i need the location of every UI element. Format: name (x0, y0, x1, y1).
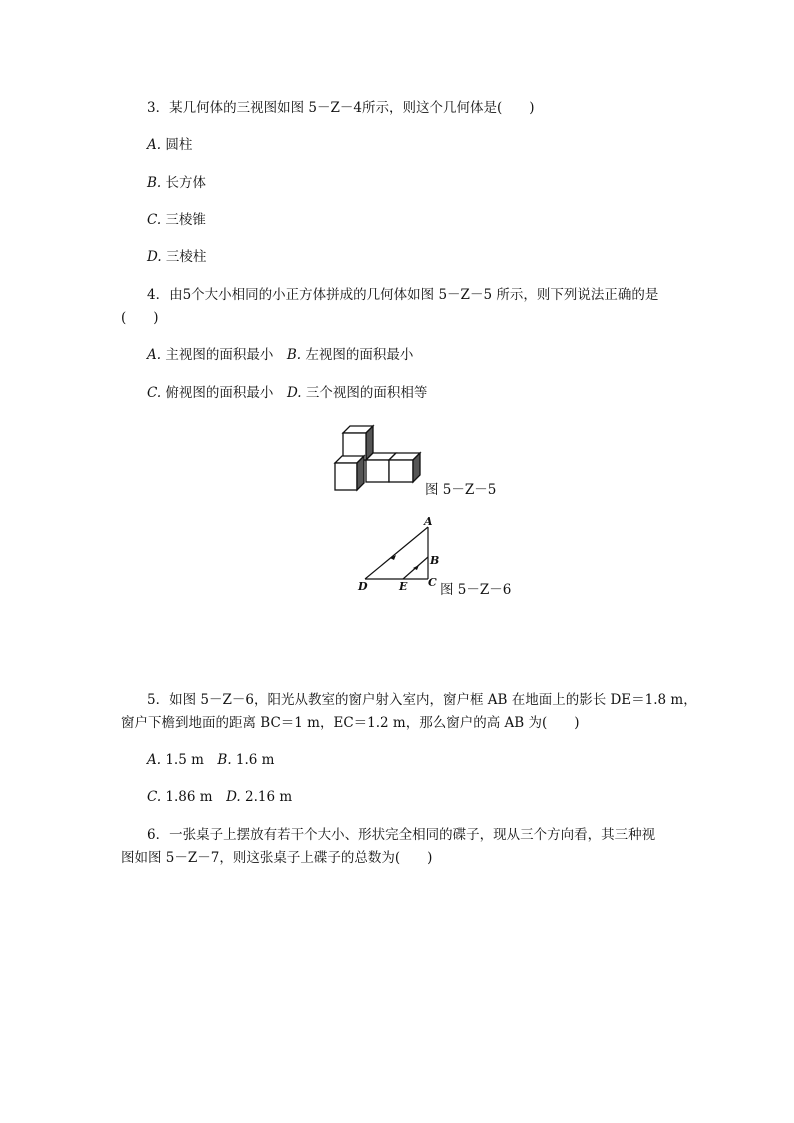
triangle-figure (352, 512, 442, 594)
option-letter: C. (147, 385, 162, 401)
fig5-caption: 图 5－Z－5 (425, 482, 497, 498)
q5-stem-line2: 窗户下檐到地面的距离 BC＝1 m，EC＝1.2 m，那么窗户的高 AB 为( ) (121, 715, 580, 731)
q6-stem-line1: 6．一张桌子上摆放有若干个大小、形状完全相同的碟子，现从三个方向看，其三种视 (147, 827, 656, 843)
option-text: 长方体 (161, 175, 207, 191)
q3-option-b (147, 174, 206, 192)
option-letter: D. (286, 385, 302, 401)
fig6-caption: 图 5－Z－6 (440, 582, 512, 598)
option-letter: D. (226, 789, 241, 805)
label-e: E (399, 580, 408, 593)
q3-stem: 3．某几何体的三视图如图 5－Z－4所示，则这个几何体是( ) (147, 100, 535, 116)
option-text: 2.16 m (240, 789, 293, 805)
option-text: 圆柱 (161, 137, 193, 153)
option-text: 左视图的面积最小 (301, 347, 414, 363)
q6-stem-line2: 图如图 5－Z－7，则这张桌子上碟子的总数为( ) (121, 850, 433, 866)
label-d: D (358, 580, 368, 593)
cube-side-face (357, 456, 364, 490)
q5-stem-line1: 5．如图 5－Z－6，阳光从教室的窗户射入室内，窗户框 AB 在地面上的影长 DE＝1.8 m， (147, 692, 697, 708)
q3-option-c (147, 211, 206, 229)
option-letter: A. (147, 347, 162, 363)
q4-options-row1 (147, 346, 413, 364)
option-letter: A. (147, 752, 162, 768)
option-letter: D. (147, 249, 162, 265)
option-text: 俯视图的面积最小 (161, 385, 287, 401)
q4-options-row2 (147, 384, 427, 402)
option-letter: C. (147, 212, 162, 228)
option-letter: C. (147, 789, 162, 805)
label-a: A (424, 515, 433, 528)
cube-front-face (389, 460, 413, 482)
ray-ad (365, 527, 428, 579)
label-b: B (430, 554, 440, 567)
q5-options-row1 (147, 751, 274, 769)
cube-front-face (335, 463, 357, 490)
option-text: 1.86 m (161, 789, 227, 805)
option-text: 1.5 m (161, 752, 218, 768)
option-letter: A. (147, 137, 162, 153)
q4-stem-line1: 4．由5个大小相同的小正方体拼成的几何体如图 5－Z－5 所示，则下列说法正确的是 (147, 287, 659, 303)
q5-options-row2 (147, 788, 292, 806)
option-text: 三棱锥 (161, 212, 206, 228)
option-text: 1.6 m (231, 752, 275, 768)
option-letter: B. (217, 752, 232, 768)
q4-stem-line2: ( ) (121, 310, 159, 326)
label-c: C (428, 576, 437, 589)
option-text: 主视图的面积最小 (161, 347, 287, 363)
option-text: 三个视图的面积相等 (301, 385, 428, 401)
q3-option-d (147, 248, 206, 266)
option-text: 三棱柱 (161, 249, 207, 265)
cubes-figure (330, 424, 425, 494)
option-letter: B. (286, 347, 302, 363)
option-letter: B. (147, 175, 162, 191)
q3-option-a (147, 136, 192, 154)
cube-front-face (366, 460, 389, 482)
